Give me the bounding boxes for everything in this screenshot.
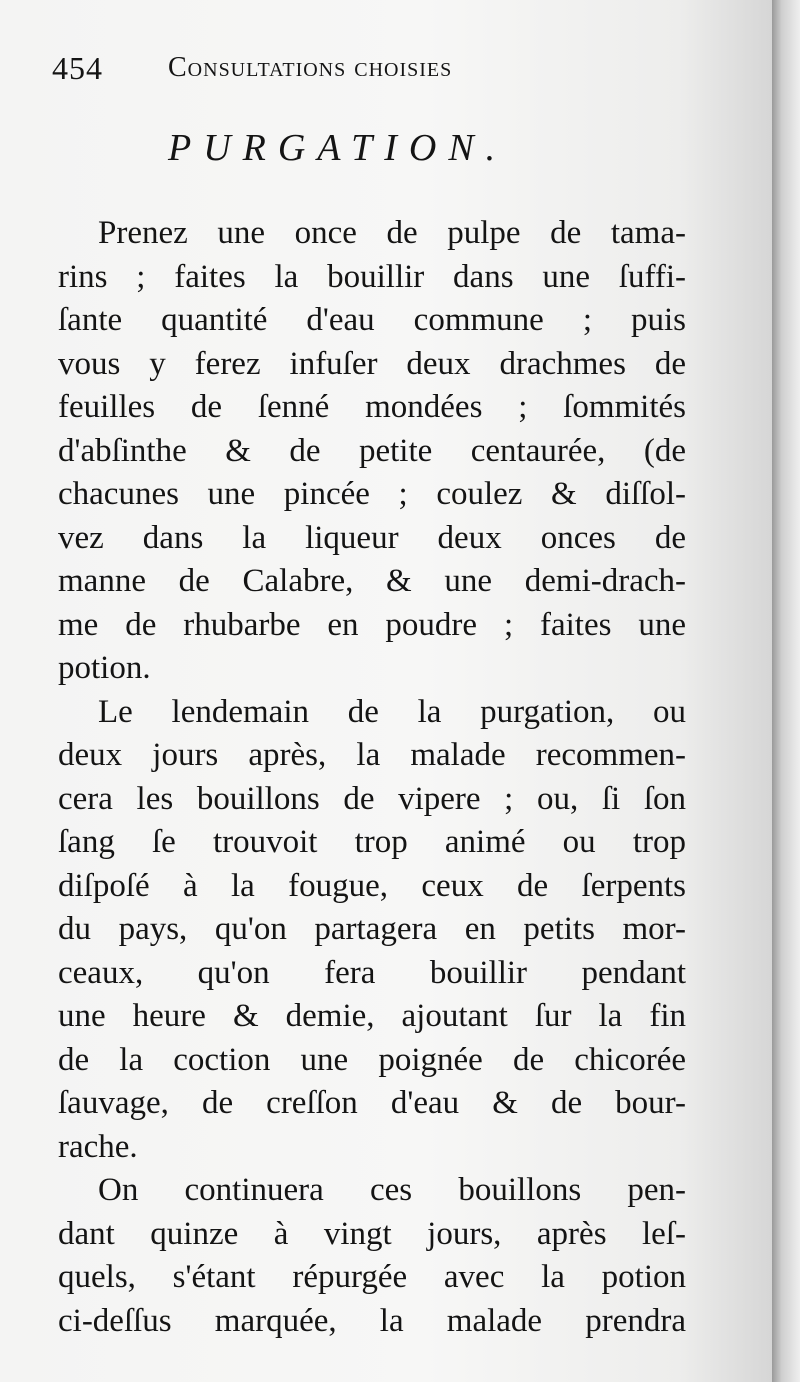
text-line: feuilles de ſenné mondées ; ſommités <box>58 389 686 425</box>
page-number: 454 <box>52 50 103 86</box>
text-line: du pays, qu'on partagera en petits mor- <box>58 911 686 947</box>
running-header <box>52 46 592 90</box>
text-line: vous y ferez infuſer deux drachmes de <box>58 345 686 382</box>
text-line: manne de Calabre, & une demi-drach- <box>58 563 686 599</box>
text-line: On continuera ces bouillons pen- <box>98 1172 686 1208</box>
text-line: chacunes une pincée ; coulez & diſſol- <box>58 476 686 512</box>
text-line: ſauvage, de creſſon d'eau & de bour- <box>58 1085 686 1121</box>
text-line: ceaux, qu'on fera bouillir pendant <box>58 954 686 991</box>
text-line: ſang ſe trouvoit trop animé ou trop <box>58 824 686 860</box>
text-line: Prenez une once de pulpe de tama- <box>98 215 686 251</box>
text-line: rache. <box>58 1128 138 1165</box>
body-text <box>58 212 686 1343</box>
text-line: vez dans la liqueur deux onces de <box>58 519 686 556</box>
text-line: de la coction une poignée de chicorée <box>58 1041 686 1078</box>
text-line: ſante quantité d'eau commune ; puis <box>58 302 686 338</box>
text-line: d'abſinthe & de petite centaurée, (de <box>58 432 686 469</box>
text-line: diſpoſé à la fougue, ceux de ſerpents <box>58 867 686 904</box>
text-line: Le lendemain de la purgation, ou <box>98 693 686 730</box>
text-line: rins ; faites la bouillir dans une ſuffi- <box>58 258 686 295</box>
text-line: deux jours après, la malade recommen- <box>58 737 686 773</box>
text-line: dant quinze à vingt jours, après leſ- <box>58 1215 686 1252</box>
text-line: cera les bouillons de vipere ; ou, ſi ſon <box>58 780 686 817</box>
text-line: quels, s'étant répurgée avec la potion <box>58 1259 686 1295</box>
section-title: PURGATION. <box>168 127 508 169</box>
book-gutter <box>772 0 800 1382</box>
running-title: Consultations choisies <box>168 52 453 83</box>
text-line: ci-deſſus marquée, la malade prendra <box>58 1302 686 1339</box>
text-line: potion. <box>58 650 151 686</box>
text-line: me de rhubarbe en poudre ; faites une <box>58 606 686 643</box>
text-line: une heure & demie, ajoutant ſur la fin <box>58 998 686 1034</box>
